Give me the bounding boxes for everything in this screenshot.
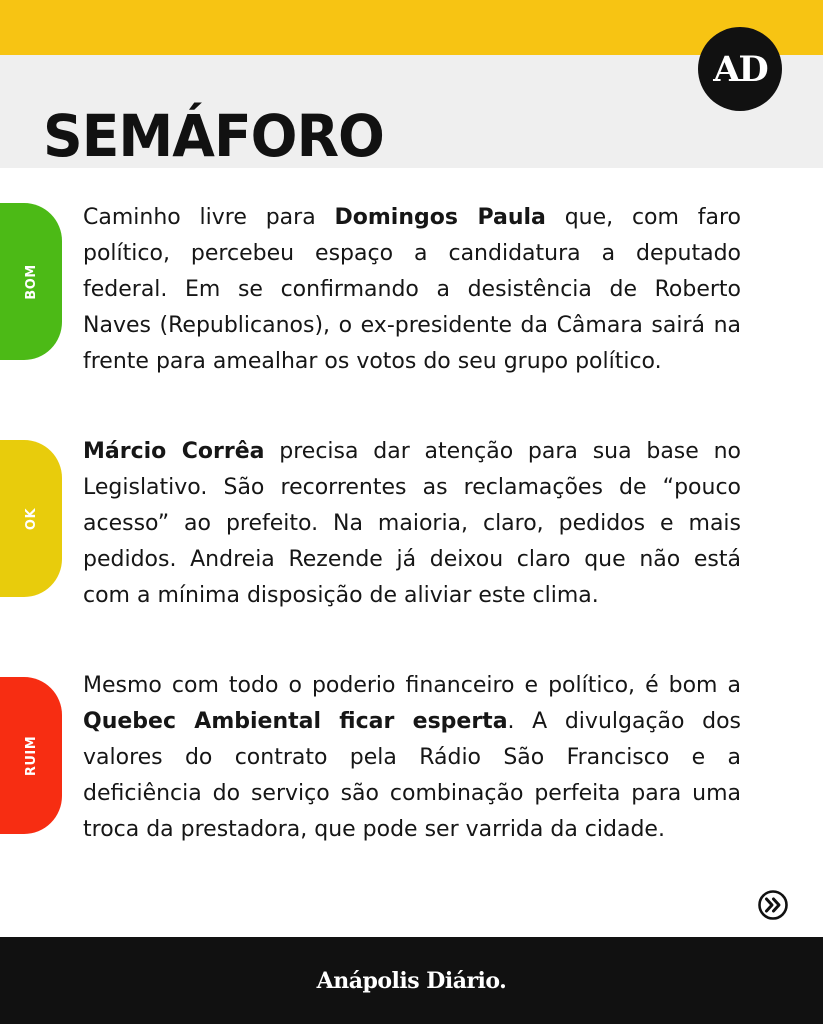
status-tab-ruim [0, 677, 62, 834]
paragraph-ok-text-1: precisa dar atenção para sua base no Legislativo. São recorrentes as reclamações de “pouco acesso” ao prefeito. Na maioria, claro, pedidos e mais pedidos. Andreia Rezende já deixou claro que não está com a mínima disposição de aliviar este clima. [83, 439, 741, 608]
paragraph-ruim-text-1: Mesmo com todo o poderio financeiro e político, é bom a [83, 673, 741, 698]
double-chevron-right-icon [757, 889, 789, 921]
ad-logo: AD [698, 27, 782, 111]
paragraph-bom-text-1: Caminho livre para [83, 205, 335, 230]
footer-bar [0, 937, 823, 1024]
status-label-bom: BOM [23, 263, 39, 300]
next-page-button[interactable] [757, 889, 789, 921]
status-label-ok: OK [23, 507, 39, 530]
status-tab-bom [0, 203, 62, 360]
footer-brand-name: Anápolis Diário. [316, 967, 507, 994]
paragraph-ruim-highlight: Quebec Ambiental ficar esperta [83, 709, 508, 734]
page-title: SEMÁFORO [43, 102, 384, 170]
paragraph-bom-highlight: Domingos Paula [334, 205, 546, 230]
paragraph-ruim [83, 668, 741, 848]
paragraph-ok-highlight: Márcio Corrêa [83, 439, 265, 464]
paragraph-ok [83, 434, 741, 614]
paragraph-bom-text-2: que, com faro político, percebeu espaço a candidatura a deputado federal. Em se confirmando a desistência de Roberto Naves (Republicanos), o ex-presidente da Câmara sairá na frente para amealhar os votos do seu grupo político. [83, 205, 741, 374]
status-tab-ok [0, 440, 62, 597]
status-label-ruim: RUIM [23, 735, 39, 776]
paragraph-ruim-text-2: . A divulgação dos valores do contrato pela Rádio São Francisco e a deficiência do serviço são combinação perfeita para uma troca da prestadora, que pode ser varrida da cidade. [83, 709, 741, 842]
top-accent-bar [0, 0, 823, 55]
paragraph-bom [83, 200, 741, 380]
